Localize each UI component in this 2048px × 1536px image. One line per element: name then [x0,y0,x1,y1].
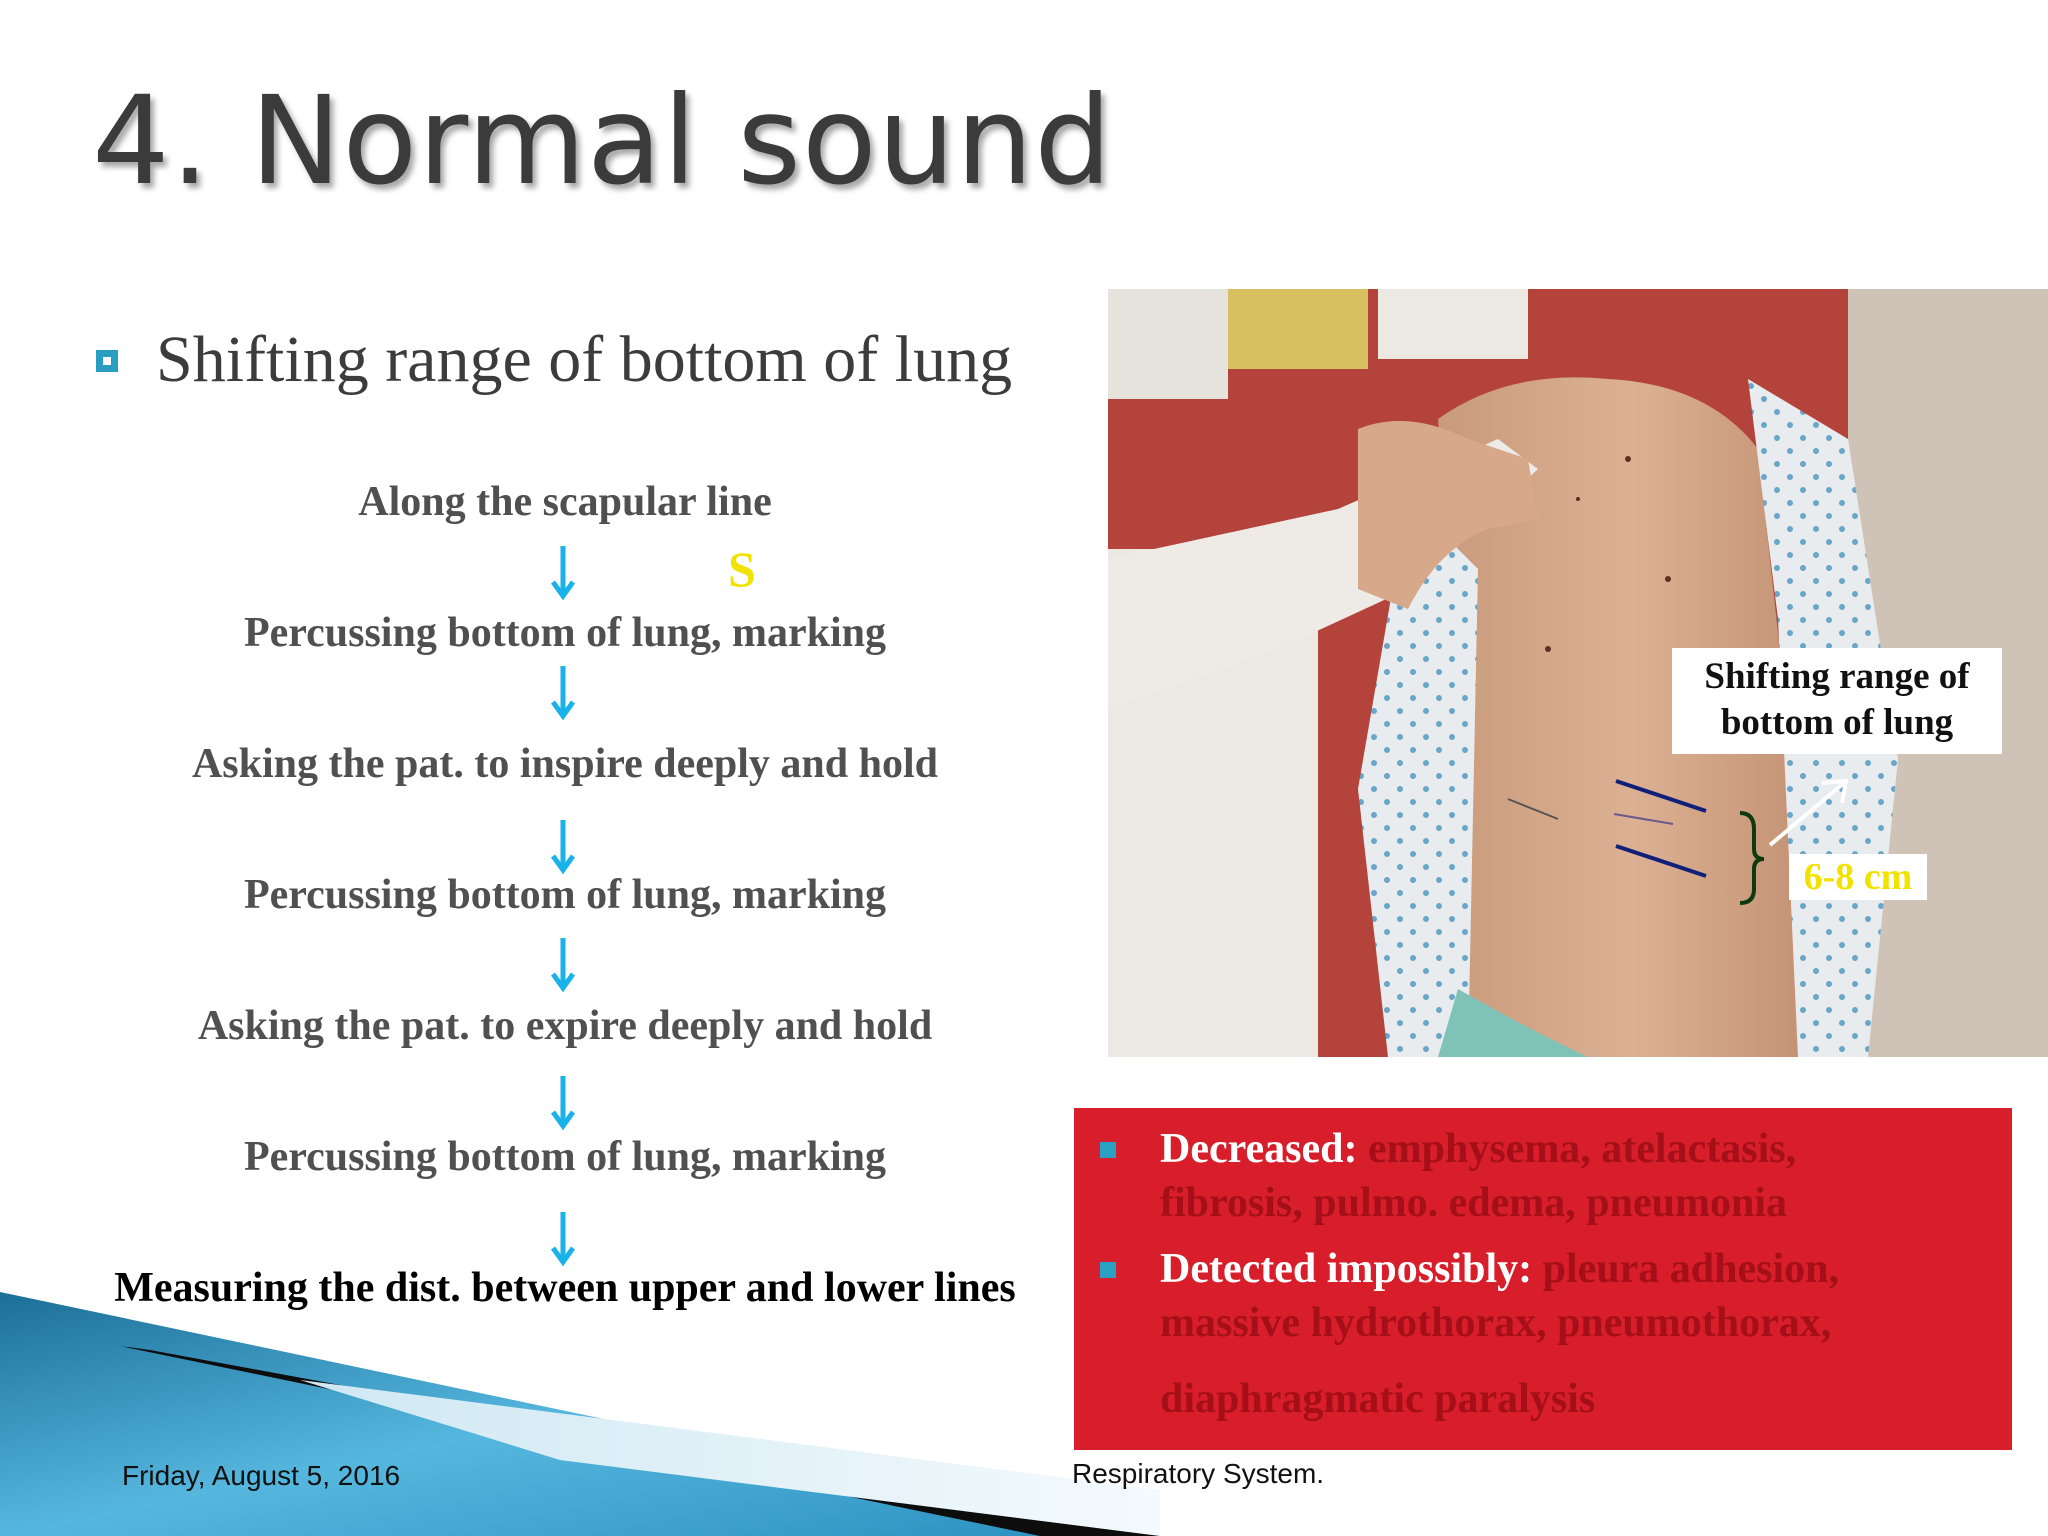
distance-label: 6-8 cm [1789,854,1927,900]
step-1: Along the scapular line [358,479,772,525]
step-3: Asking the pat. to inspire deeply and hold [191,741,939,787]
findings-box [1074,1108,2012,1450]
down-arrow-icon [549,818,577,874]
down-arrow-icon [549,936,577,992]
footer-topic: Respiratory System. [1072,1458,1325,1489]
decreased-causes-1: emphysema, atelactasis, [1367,1126,1797,1172]
step-4: Percussing bottom of lung, marking [243,872,887,918]
bullet-square-icon [1100,1262,1116,1278]
slide-title: 4. Normal sound [92,70,1113,212]
decreased-causes-2: fibrosis, pulmo. edema, pneumonia [1160,1180,1787,1226]
step-2: Percussing bottom of lung, marking [243,610,887,656]
impossible-causes-3: diaphragmatic paralysis [1160,1376,1596,1422]
step-5: Asking the pat. to expire deeply and hold [197,1003,933,1049]
bullet-heading: Shifting range of bottom of lung [156,323,1013,396]
step-7: Measuring the dist. between upper and lower lines [114,1265,1016,1311]
photo-callout-label [1672,648,2002,754]
bullet-square-icon [1100,1142,1116,1158]
impossible-label: Detected impossibly: [1160,1246,1533,1292]
bullet-square-icon [96,350,118,372]
callout-line-1: Shifting range of [1704,656,1970,697]
down-arrow-icon [549,664,577,720]
down-arrow-icon [549,544,577,600]
impossible-line-1 [1160,1242,1839,1296]
s-mark: S [728,541,756,597]
callout-line-2: bottom of lung [1720,702,1954,743]
decorative-swoosh [0,1280,1160,1536]
step-6: Percussing bottom of lung, marking [243,1134,887,1180]
decreased-line-1 [1160,1122,1796,1176]
decreased-label: Decreased: [1160,1126,1358,1172]
impossible-causes-1: pleura adhesion, [1542,1246,1840,1292]
footer-date: Friday, August 5, 2016 [122,1460,401,1491]
down-arrow-icon [549,1074,577,1130]
down-arrow-icon [549,1210,577,1266]
impossible-causes-2: massive hydrothorax, pneumothorax, [1160,1300,1832,1346]
